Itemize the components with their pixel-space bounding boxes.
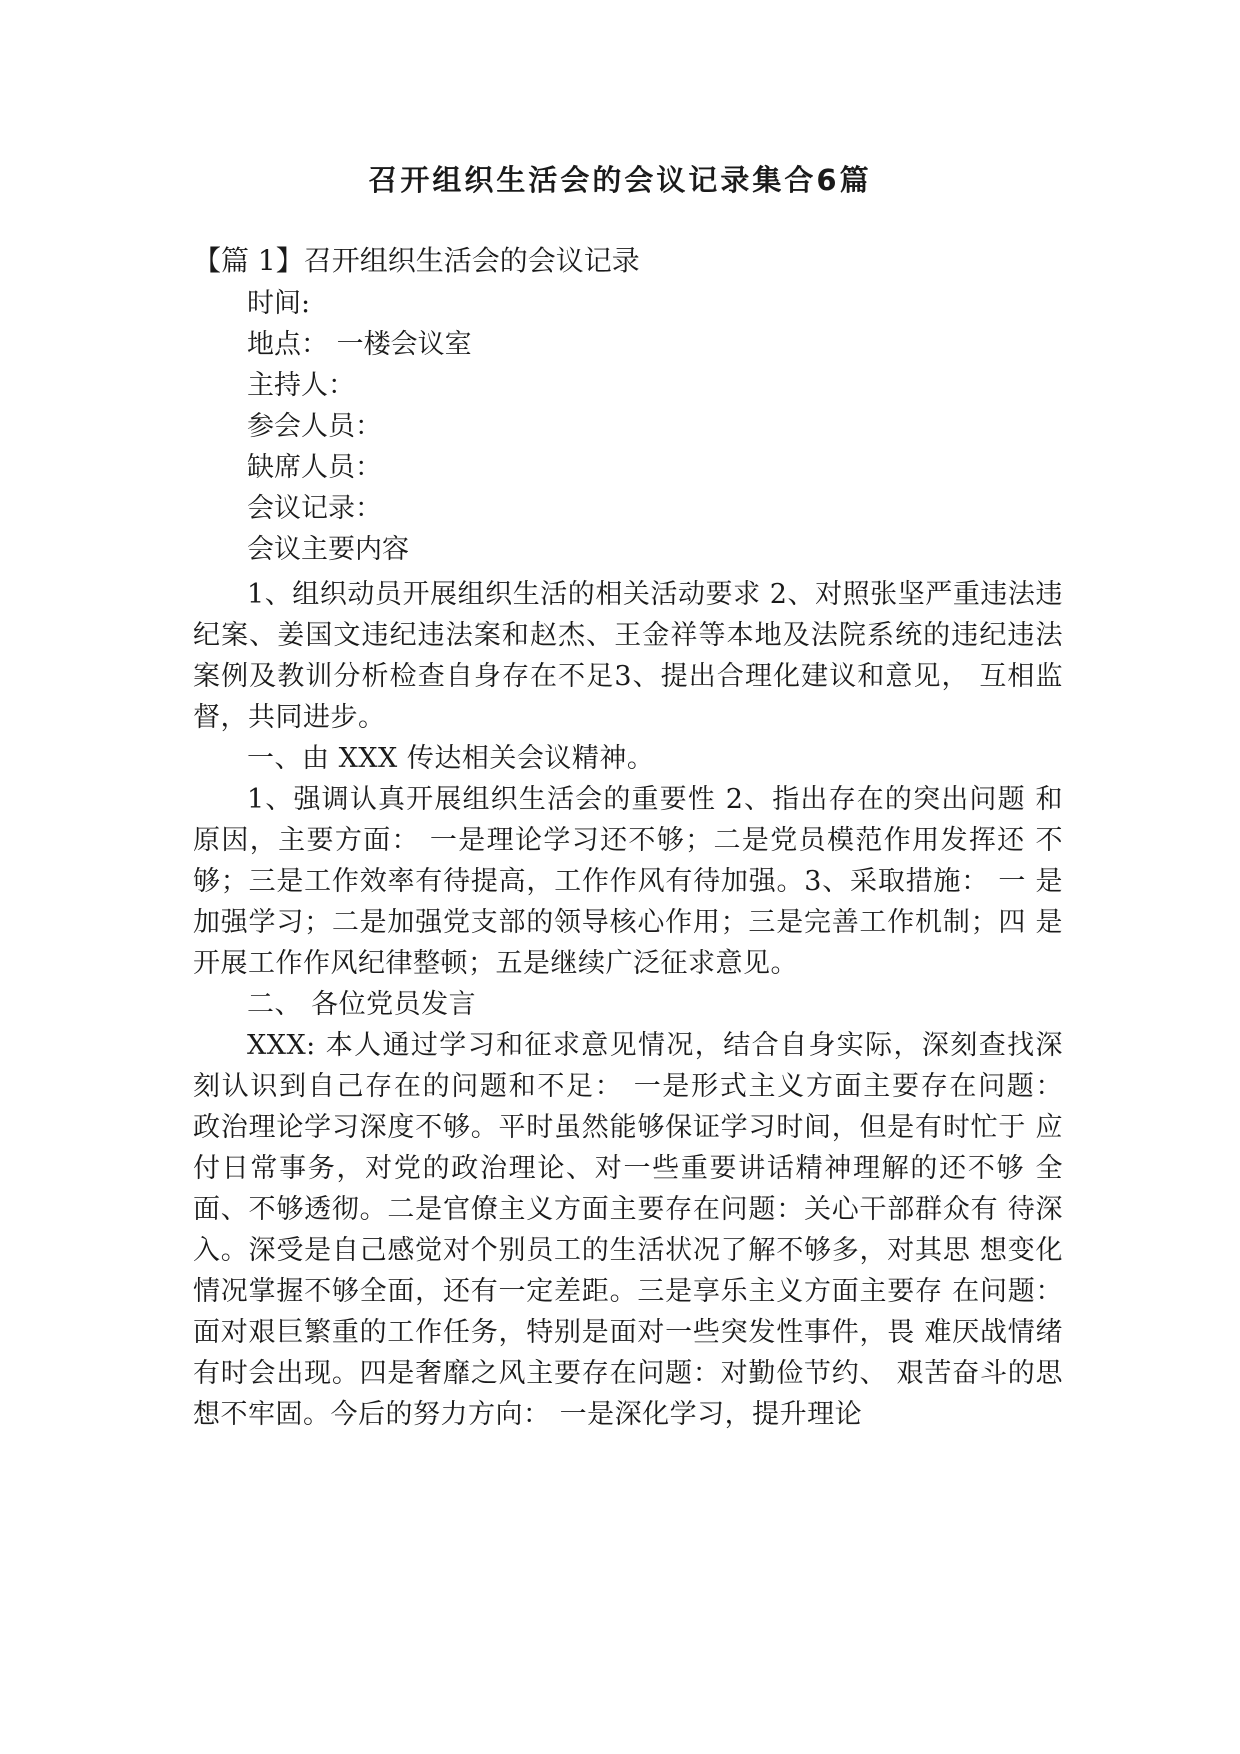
document-title: 召开组织生活会的会议记录集合6篇 [368,163,872,197]
paragraph-member-speech: XXX: 本人通过学习和征求意见情况，结合自身实际，深刻查找深刻认识到自己存在的问题和不足： 一是形式主义方面主要存在问题： 政治理论学习深度不够。平时虽然能够保证学习时间，但是有时忙于 应付日常事务，对党的政治理论、对一些重要讲话精神理解的还不够 全面、不够透彻。二是官僚主义方面主要存在问题：关心干部群众有 待深入。深受是自己感觉对个别员工的生活状况了解不够多，对其思 想变化情况掌握不够全面，还有一定差距。三是享乐主义方面主要存 在问题：面对艰巨繁重的工作任务，特别是面对一些突发性事件，畏 难厌战情绪有时会出现。四是奢靡之风主要存在问题：对勤俭节约、 艰苦奋斗的思想不牢固。今后的努力方向： 一是深化学习，提升理论 [193,1030,1063,1430]
field-time: 时间: [247,288,311,319]
paragraph-section-one-detail: 1、强调认真开展组织生活会的重要性 2、指出存在的突出问题 和原因，主要方面： 一是理论学习还不够；二是党员模范作用发挥还 不够；三是工作效率有待提高，工作作风有待加强。3、采取措施： 一 是加强学习；二是加强党支部的领导核心作用；三是完善工作机制；四 是开展工作作风纪律整顿；五是继续广泛征求意见。 [193,784,1063,979]
field-absentees: 缺席人员： [247,452,382,483]
field-location: 地点： 一楼会议室 [247,329,472,360]
field-host: 主持人： [247,370,355,401]
section-heading: 【篇 1】召开组织生活会的会议记录 [193,244,640,277]
field-recorder: 会议记录： [247,493,382,524]
document-body [193,240,1063,1435]
field-attendees: 参会人员： [247,411,382,442]
paragraph-section-one: 一、由 XXX 传达相关会议精神。 [247,743,655,774]
field-main-content: 会议主要内容 [247,534,409,565]
paragraph-section-two: 二、 各位党员发言 [247,989,477,1020]
paragraph-agenda: 1、组织动员开展组织生活的相关活动要求 2、对照张坚严重违法违纪案、姜国文违纪违法案和赵杰、王金祥等本地及法院系统的违纪违法案例及教训分析检查自身存在不足3、提出合理化建议和意见， 互相监督，共同进步。 [193,579,1063,733]
